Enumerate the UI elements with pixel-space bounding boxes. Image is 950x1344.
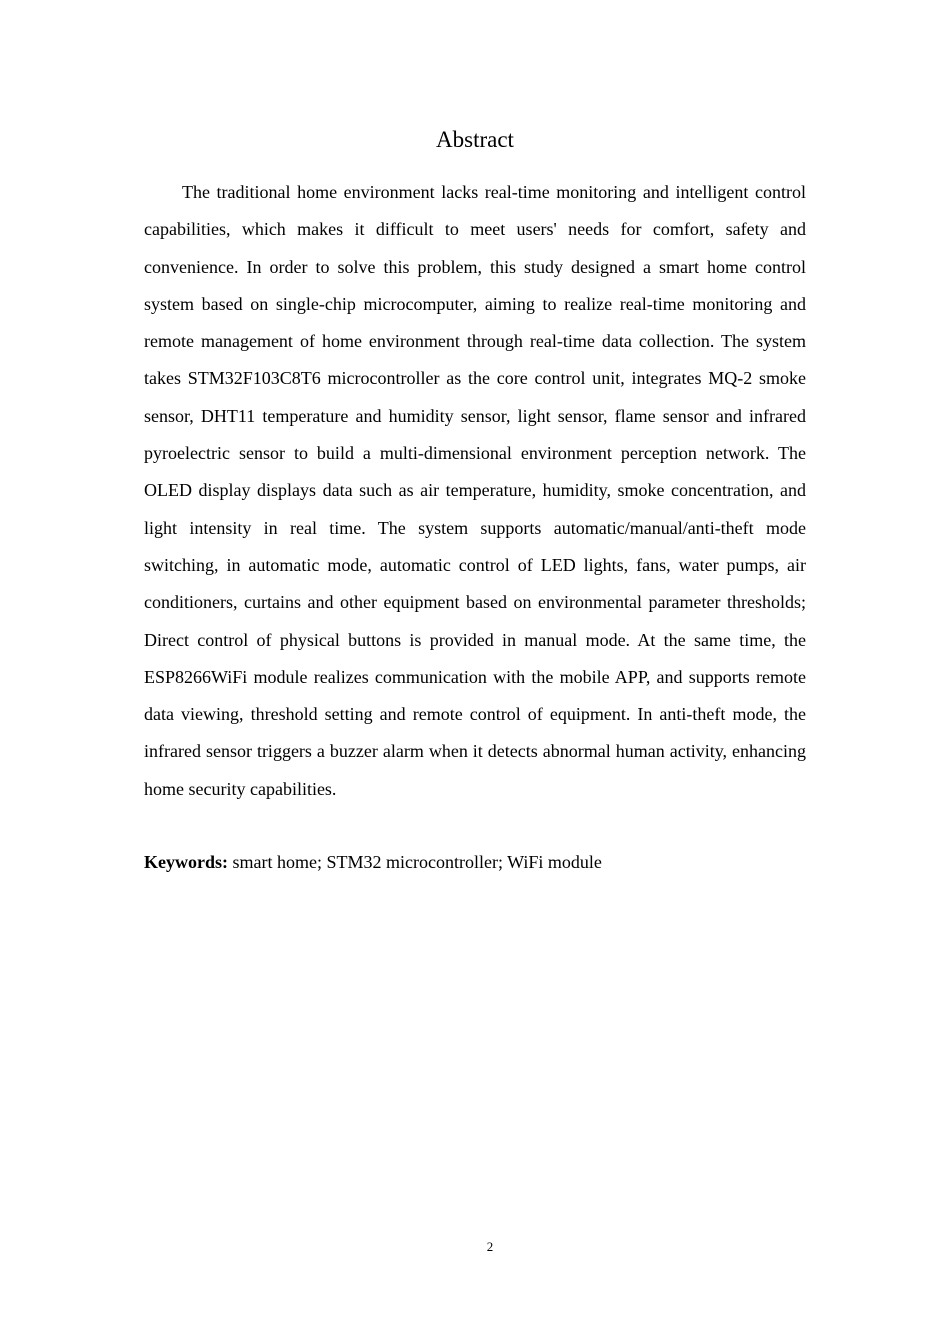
keywords-text: smart home; STM32 microcontroller; WiFi module — [228, 852, 602, 872]
page-number: 2 — [486, 1239, 494, 1254]
abstract-paragraph: The traditional home environment lacks real-time monitoring and intelligent control capabilities, which makes it difficult to meet users' needs for comfort, safety and convenience. In order to solve this problem, this study designed a smart home control system based on single-chip microcomputer, aiming to realize real-time monitoring and remote management of home environment through real-time data collection. The system takes STM32F103C8T6 microcontroller as the core control unit, integrates MQ-2 smoke sensor, DHT11 temperature and humidity sensor, light sensor, flame sensor and infrared pyroelectric sensor to build a multi-dimensional environment perception network. The OLED display displays data such as air temperature, humidity, smoke concentration, and light intensity in real time. The system supports automatic/manual/anti-theft mode switching, in automatic mode, automatic control of LED lights, fans, water pumps, air conditioners, curtains and other equipment based on environmental parameter thresholds; Direct control of physical buttons is provided in manual mode. At the same time, the ESP8266WiFi module realizes communication with the mobile APP, and supports remote data viewing, threshold setting and remote control of equipment. In anti-theft mode, the infrared sensor triggers a buzzer alarm when it detects abnormal human activity, enhancing home security capabilities. — [144, 182, 806, 799]
abstract-title: Abstract — [436, 127, 514, 152]
keywords-label: Keywords: — [144, 852, 228, 872]
keywords-line — [144, 848, 806, 876]
